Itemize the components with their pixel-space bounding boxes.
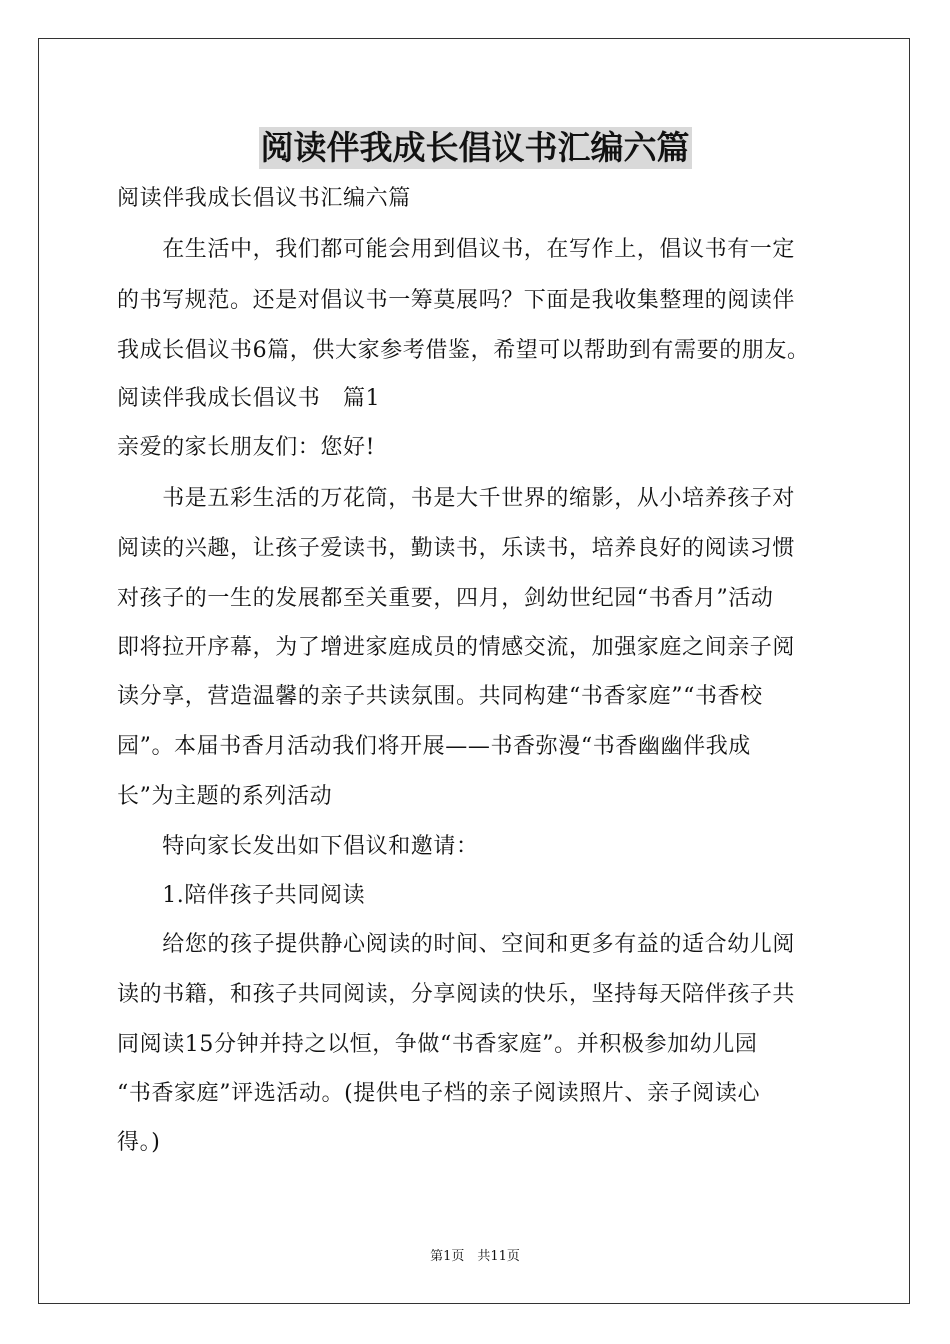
subtitle-line: 阅读伴我成长倡议书汇编六篇 bbox=[117, 186, 411, 211]
salutation-line: 亲爱的家长朋友们：您好! bbox=[117, 435, 376, 460]
text-line: 我成长倡议书6篇，供大家参考借鉴，希望可以帮助到有需要的朋友。 bbox=[117, 338, 810, 363]
page-footer: 第1页 共11页 bbox=[430, 1249, 520, 1264]
text-line: 给您的孩子提供静心阅读的时间、空间和更多有益的适合幼儿阅 bbox=[117, 932, 796, 957]
title-container bbox=[0, 127, 950, 169]
text-line: 的书写规范。还是对倡议书一筹莫展吗？下面是我收集整理的阅读伴 bbox=[117, 288, 796, 313]
text-line: 书是五彩生活的万花筒，书是大千世界的缩影，从小培养孩子对 bbox=[117, 486, 796, 511]
text-line: 即将拉开序幕，为了增进家庭成员的情感交流，加强家庭之间亲子阅 bbox=[117, 635, 796, 660]
text-line: 读分享，营造温馨的亲子共读氛围。共同构建“书香家庭”“书香校 bbox=[117, 684, 763, 709]
text-line: 读的书籍，和孩子共同阅读，分享阅读的快乐，坚持每天陪伴孩子共 bbox=[117, 982, 796, 1007]
text-line: “书香家庭”评选活动。(提供电子档的亲子阅读照片、亲子阅读心 bbox=[117, 1081, 761, 1106]
text-line: 同阅读15分钟并持之以恒，争做“书香家庭”。并积极参加幼儿园 bbox=[117, 1032, 758, 1057]
text-line: 在生活中，我们都可能会用到倡议书，在写作上，倡议书有一定 bbox=[117, 237, 796, 262]
section-heading: 阅读伴我成长倡议书 篇1 bbox=[117, 386, 381, 411]
text-line: 阅读的兴趣，让孩子爱读书，勤读书，乐读书，培养良好的阅读习惯 bbox=[117, 536, 796, 561]
text-line: 长”为主题的系列活动 bbox=[117, 784, 333, 809]
text-line: 园”。本届书香月活动我们将开展——书香弥漫“书香幽幽伴我成 bbox=[117, 734, 751, 759]
page-border bbox=[38, 38, 910, 1304]
document-title: 阅读伴我成长倡议书汇编六篇 bbox=[260, 128, 690, 167]
list-item-heading: 1.陪伴孩子共同阅读 bbox=[117, 883, 366, 908]
text-line: 对孩子的一生的发展都至关重要，四月，剑幼世纪园“书香月”活动 bbox=[117, 586, 774, 611]
text-line: 得。) bbox=[117, 1130, 161, 1155]
text-line: 特向家长发出如下倡议和邀请： bbox=[117, 834, 479, 859]
